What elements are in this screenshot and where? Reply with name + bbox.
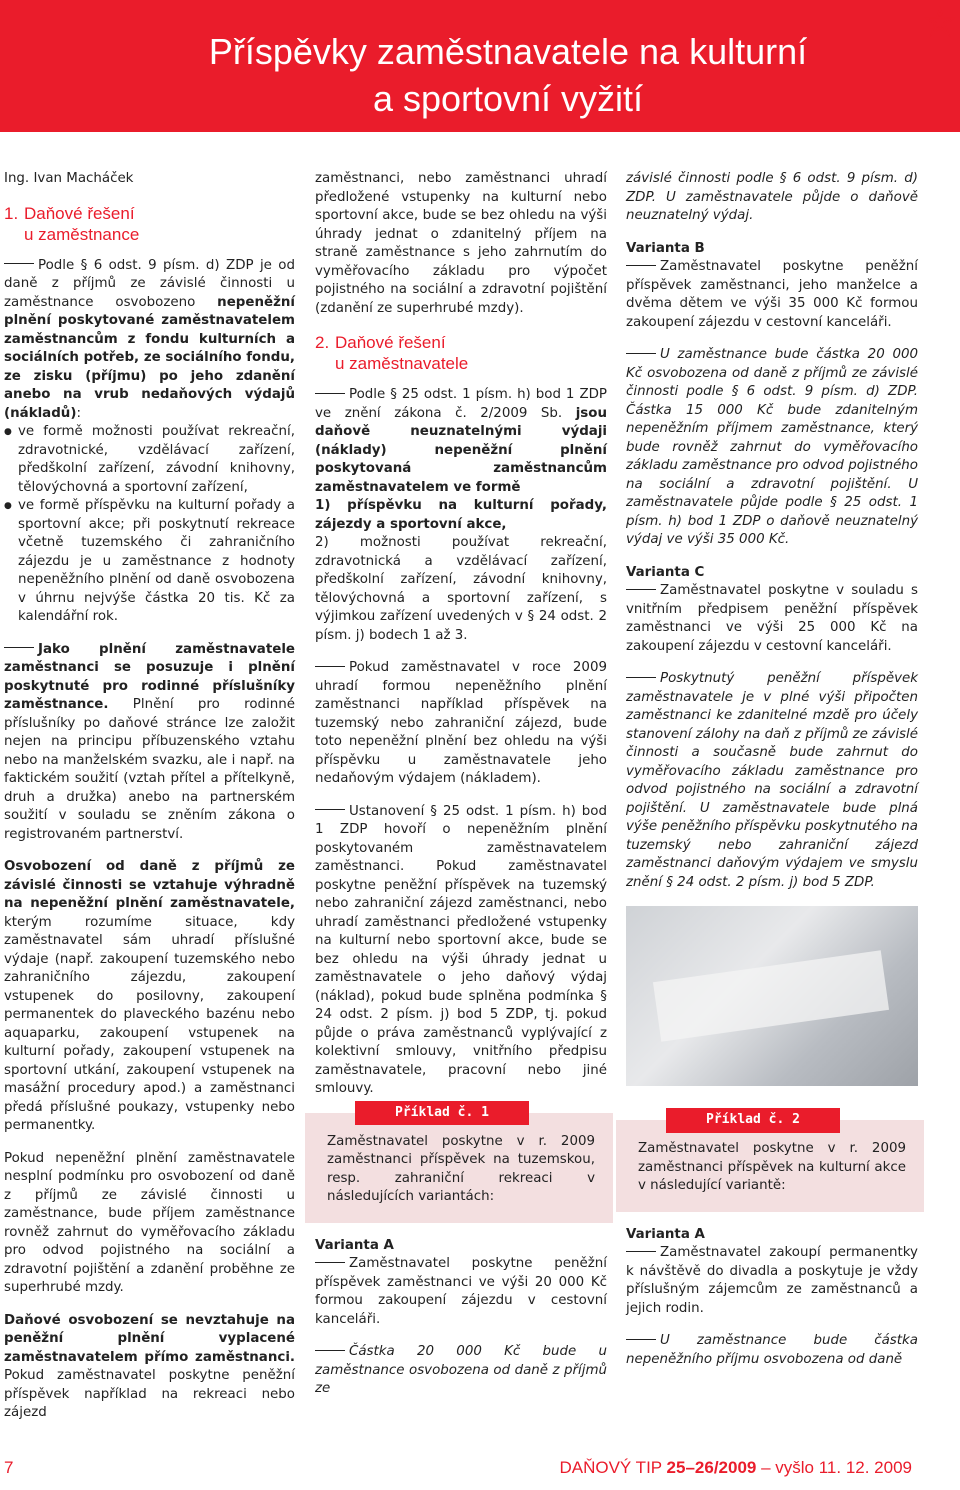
text-run: Podle § 25 odst. 1 písm. h) bod 1 ZDP ve znění zákona č. 2/2009 Sb. [315,387,607,421]
paragraph [626,670,918,892]
paragraph [315,803,607,1099]
footer [0,1452,960,1482]
paragraph: Pokud nepeněžní plnění zaměstnavatele nesplní podmínku pro osvobození od daně z příjmů ze závislé činnosti u zaměstnance, bude příjem zaměstnance rovněž zahrnut do vyměřovacího základu pro odvod pojistného na sociální a zdravotní pojištění a zdanění proběhne ze superhrubé mzdy. [4,1150,295,1295]
variant-heading: Varianta A [315,1237,394,1253]
text-run: U zaměstnance bude částka 20 000 Kč osvobozena od daně z příjmů ze závislé činnosti podle § 6 odst. 9 písm. d) ZDP. Částka 15 000 Kč bude zdanitelným nepeněžním příjmem zaměstnance, který bude rovněž zahrnut do vyměřovacího základu zaměstnance pro odvod pojistného na sociální a zdravotní pojištění. U zaměstnavatele půjde podle § 25 odst. 1 písm. h) bod 1 ZDP o daňově neuznatelný výdaj ve výši 35 000 Kč. [626,347,918,547]
text-run: jsou daňově neuznatelnými výdaji (náklady) nepeněžní plnění poskytovaná zaměstnancům zaměstnavatelem ve formě [315,405,607,495]
example-2-label: Příklad č. 2 [666,1108,840,1133]
title-line-1: Příspěvky zaměstnavatele na kulturní [208,31,808,72]
issue-number: 25–26/2009 [666,1458,757,1477]
section-title-line: Daňové řešení [24,203,135,223]
article-title [118,28,898,122]
text-run: Osvobození od daně z příjmů ze závislé činnosti se vztahuje výhradně na nepeněžní plnění zaměstnavatele, [4,859,295,911]
column-3 [626,170,918,1383]
text-run: Zaměstnavatel poskytne peněžní příspěvek zaměstnanci, jeho manželce a dvěma dětem ve výši 35 000 Kč formou zakoupení zájezdu v cestovní kanceláři. [626,259,918,330]
author: Ing. Ivan Macháček [4,171,134,186]
text-run: Podle § 6 odst. 9 písm. d) ZDP je od daně z příjmů ze závislé činnosti u zaměstnance osvobozeno [4,257,295,310]
text-run: Jako plnění zaměstnavatele zaměstnanci se posuzuje i plnění poskytnuté pro rodinné příslušníky zaměstnance. [4,641,295,712]
section-title-line: Daňové řešení [335,333,446,352]
paragraph [4,858,295,1136]
bullet-item: ● ve formě možnosti používat rekreační, zdravotnické, vzdělávací zařízení, předškolní zařízení, závodní knihovny, tělovýchovná a sportovní zařízení, [4,423,295,497]
paragraph [315,1343,607,1399]
column-1 [4,170,295,1437]
header-banner [0,0,960,132]
text-run: Ustanovení § 25 odst. 1 písm. h) bod 1 ZDP hovoří o nepeněžním plnění poskytovaném zaměstnavatelem zaměstnanci. Pokud zaměstnavatel poskytne peněžní příspěvek na tuzemský nebo zahraniční zájezd zaměstnanci, nebo uhradí zaměstnanci předložené vstupenky na kulturní nebo sportovní akce, bude se bez ohledu na výši úhrady jednat u zaměstnavatele o jeho daňový výdaj (náklad), pokud bude splněna podmínka § 24 odst. 2 písm. j) bod 5 ZDP, tj. pokud půjde o práva zaměstnanců vyplývající z kolektivní smlouvy, vnitřního předpisu zaměstnavatele, pracovní nebo jiné smlouvy. [315,803,607,1096]
paragraph [4,641,295,845]
variant-heading: Varianta A [626,1226,705,1242]
text-run: Plnění pro rodinné příslušníky po daňové stránce lze založit nejen na principu příbuzenského vztahu nebo na manželském svazku, ale i např. na faktickém soužití (vztah přítel a přítelkyně, druh a družka) anebo na partnerském soužití v souladu se zněním zákona o registrovaném partnerství. [4,697,295,842]
paragraph [626,582,918,656]
section-number: 2. [315,333,330,352]
variant-heading: Varianta B [626,240,705,256]
paragraph: závislé činnosti podle § 6 odst. 9 písm. d) ZDP. U zaměstnavatele půjde o daňově neuznatelný výdaj. [626,171,918,223]
text-run: : [76,405,81,421]
text-run: Pokud zaměstnavatel v roce 2009 uhradí formou nepeněžního plnění zaměstnanci například příspěvek na tuzemský nebo zahraniční zájezd, bude toto nepeněžní plnění bez ohledu na výši příspěvku u zaměstnavatele jeho nedaňovým výdajem (nákladem). [315,660,607,786]
issue-info [559,1458,912,1478]
list-item: 1) příspěvku na kulturní pořady, zájezdy a sportovní akce, [315,498,607,532]
paragraph [315,386,607,497]
bullet-item: ● ve formě příspěvku na kulturní pořady a sportovní akce; při poskytnutí rekreace včetně tuzemského či zahraničního zájezdu je u zaměstnance z hodnoty nepeněžního plnění od daně osvobozena v úhrnu nejvýše částka 20 tis. Kč za kalendářní rok. [4,497,295,627]
section-2-heading [315,332,607,374]
text-run: nepeněžní plnění poskytované zaměstnavatelem zaměstnancům z fondu kulturních a sociálních potřeb, ze sociálního fondu, ze zisku (příjmu) po jeho zdanění anebo na vrub nedaňových výdajů (nákladů) [4,294,295,421]
text-run: Zaměstnavatel poskytne v souladu s vnitřním předpisem peněžní příspěvek zaměstnanci ve výši 25 000 Kč na zakoupení zájezdu v cestovní kanceláři. [626,583,918,654]
text-run: Zaměstnavatel poskytne peněžní příspěvek zaměstnanci ve výši 20 000 Kč formou zakoupení zájezdu v cestovní kanceláři. [315,1256,607,1327]
text-run: Poskytnutý peněžní příspěvek zaměstnavatele je v plné výši připočten zaměstnanci ke zdanitelné mzdě pro účely stanovení zálohy na daň z příjmů ze závislé činnosti a současně bude zahrnut do vyměřovacího základu zaměstnance pro odvod pojistného na sociální a zdravotní pojištění. U zaměstnavatele bude plná výše peněžního příspěvku poskytnutého na tuzemský nebo zahraniční zájezd zaměstnanci daňovým výdajem ve smyslu znění § 24 odst. 2 písm. j) bod 5 ZDP. [626,671,918,890]
list-item: 2) možnosti používat rekreační, zdravotnická a vzdělávací zařízení, předškolní zařízení, závodní knihovny, tělovýchovná a sportovní zařízení, s výjimkou zařízení uvedených v § 24 odst. 2 písm. j) bodech 1 až 3. [315,535,607,643]
issue-date: – vyšlo 11. 12. 2009 [756,1458,912,1477]
paragraph [626,258,918,332]
text-run: Zaměstnavatel zakoupí permanentky k návštěvě do divadla a poskytuje je vždy příslušným zájemcům ze zaměstnanců a jejich rodin. [626,1245,918,1316]
paragraph [315,1255,607,1329]
paragraph [626,1332,918,1369]
example-1-label: Příklad č. 1 [355,1101,529,1126]
paragraph [4,257,295,424]
star-logo-icon [924,6,956,38]
text-run: Daňové osvobození se nevztahuje na peněžní plnění vyplacené zaměstnavatelem přímo zaměstnanci. [4,1312,295,1365]
paragraph [4,1312,295,1423]
example-1-box [305,1104,613,1223]
paragraph [626,1244,918,1318]
text-run: Pokud zaměstnavatel poskytne peněžní příspěvek například na rekreaci nebo zájezd [4,1368,295,1420]
page-number: 7 [4,1458,14,1477]
section-1-heading [4,203,295,245]
publication-name: DAŇOVÝ TIP [559,1458,667,1477]
example-2-box [616,1112,924,1212]
title-line-2: a sportovní vyžití [372,78,644,119]
section-title-line: u zaměstnance [24,224,140,244]
text-run: U zaměstnance bude částka nepeněžního příjmu osvobozena od daně [626,1333,918,1367]
paragraph [315,659,607,789]
paragraph: zaměstnanci, nebo zaměstnanci uhradí předložené vstupenky na kulturní nebo sportovní akce, bude se bez ohledu na výši úhrady jednat o zdanitelný příjem na straně zaměstnance s jeho zahrnutím do vyměřovacího základu pro výpočet pojistného na sociální a zdravotní pojištění (zdanění ze superhrubé mzdy). [315,171,607,316]
paragraph [626,346,918,550]
text-run: kterým rozumíme situace, kdy zaměstnavatel sám uhradí příslušné výdaje (např. zakoupení tuzemského nebo zahraničního zájezdu, zakoupení vstupenek do posilovny, zakoupení permanentek do plaveckého bazénu nebo aquaparku, zakoupení vstupenek na kulturní pořady, zakoupení vstupenek na sportovní utkání, zakoupení vstupenek na masážní procedury apod.) a zaměstnanci předá příslušné poukazy, vstupenky nebo permanentky. [4,914,295,1133]
variant-heading: Varianta C [626,564,705,580]
section-title-line: u zaměstnavatele [335,354,469,373]
column-2 [315,170,607,1413]
example-text: Zaměstnavatel poskytne v r. 2009 zaměstnanci příspěvek na kulturní akce v následující variantě: [638,1141,906,1193]
section-number: 1. [4,203,19,223]
text-run: Částka 20 000 Kč bude u zaměstnance osvobozena od daně z příjmů ze [315,1344,607,1396]
photo-image [626,906,918,1086]
example-text: Zaměstnavatel poskytne v r. 2009 zaměstnanci příspěvek na tuzemskou, resp. zahraniční rekreaci v následujících variantách: [327,1133,595,1204]
